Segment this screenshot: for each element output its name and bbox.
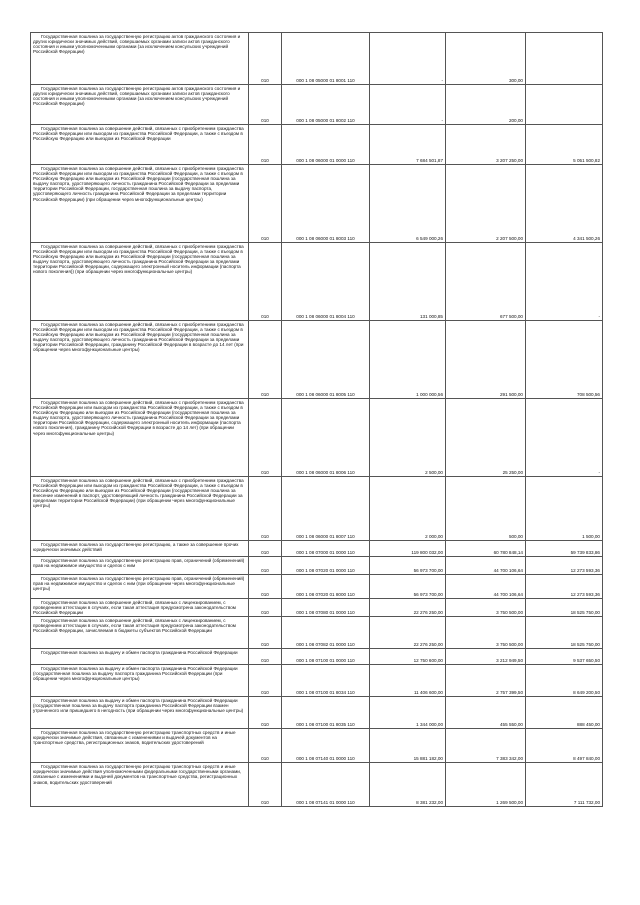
unexecuted-amount-cell: 18 525 750,00 [526,617,603,649]
income-name-text: Государственная пошлина за государственную регистрацию актов гражданского состояния и других юридически значимых действий, совершаемых органами записи актов гражданского состояния и иными уполномоченными органами (за исключением консульских учреждений Российской Федерации) [33,86,241,107]
income-name-cell [31,33,249,85]
income-name-text: Государственная пошлина за совершение действий, связанных с приобретением гражданства Российской Федерации или выходом из гражданства Российской Федерации, а также с въездом в Российскую Федерацию или выездом из Российской Федерации (государственная пошлина за выдачу паспорта, удостоверяющего личность гражданина Российской Федерации за пределами территории Российской Федерации, государственная пошлина за выдачу паспорта, удостоверяющего личность гражданина Российской Федерации за пределами территории Российской Федерации) (при обращении через многофункциональные центры) [33,166,244,202]
executed-amount-cell: 500,00 [446,477,526,541]
income-name-text: Государственная пошлина за совершение действий, связанных с приобретением гражданства Российской Федерации или выходом из гражданства Российской Федерации, а также с въездом в Российскую Федерацию или выездом из Российской Федерации (государственная пошлина за выдачу паспорта, удостоверяющего личность гражданина Российской Федерации за пределами территории Российской Федерации, содержащего электронный носитель информации (паспорта нового поколения)) (при обращении через многофункциональные центры) [33,244,244,275]
budget-classification-code-cell: 000 1 08 07100 01 8034 110 [282,665,370,697]
table-row [31,729,603,763]
executed-amount-cell: 7 383 342,00 [446,729,526,763]
income-name-text: Государственная пошлина за выдачу и обмен паспорта гражданина Российской Федерации (государственная пошлина за выдачу паспорта гражданина Российской Федерации взамен утраченного или пришедшего в негодность (при обращении через многофункциональные центры) [33,698,244,714]
executed-amount-cell: 3 750 500,00 [446,617,526,649]
income-name-cell [31,243,249,321]
executed-amount-cell: 1 269 500,00 [446,763,526,807]
income-name-text: Государственная пошлина за совершение действий, связанных с приобретением гражданства Российской Федерации или выходом из гражданства Российской Федерации, а также с въездом в Российскую Федерацию или выездом из Российской Федерации (государственная пошлина за выдачу паспорта, удостоверяющего личность гражданина Российской Федерации за пределами территории Российской Федерации, содержащего электронный носитель информации (паспорта нового поколения), гражданину Российской Федерации в возрасте до 14 лет) (при обращении через многофункциональные центры) [33,400,244,436]
approved-amount-cell: 15 881 182,00 [370,729,446,763]
executed-amount-cell: 3 750 500,00 [446,599,526,617]
unexecuted-amount-cell: - [526,399,603,477]
line-code-cell: 010 [249,33,282,85]
income-name-cell [31,649,249,665]
unexecuted-amount-cell: - [526,243,603,321]
income-name-text: Государственная пошлина за совершение действий, связанных с лицензированием, с проведением аттестации в случаях, если такая аттестация предусмотрена законодательством Российской Федерации [33,600,236,616]
income-name-cell [31,399,249,477]
line-code-cell: 010 [249,763,282,807]
budget-classification-code-cell: 000 1 08 06000 01 8004 110 [282,243,370,321]
executed-amount-cell: 291 500,00 [446,321,526,399]
budget-classification-code-cell: 000 1 08 05000 01 8002 110 [282,85,370,125]
budget-classification-code-cell: 000 1 08 06000 01 8007 110 [282,477,370,541]
income-name-text: Государственная пошлина за государственную регистрацию транспортных средств и иные юридически значимые действия, связанные с изменениями и выдачей документов на транспортные средства, регистрационных знаков, водительских удостоверений [33,730,236,746]
income-name-cell [31,557,249,575]
unexecuted-amount-cell: 708 500,56 [526,321,603,399]
table-row [31,649,603,665]
income-name-cell [31,541,249,557]
table-row [31,557,603,575]
line-code-cell: 010 [249,399,282,477]
line-code-cell: 010 [249,541,282,557]
table-row [31,599,603,617]
budget-classification-code-cell: 000 1 08 07140 01 0000 110 [282,729,370,763]
executed-amount-cell: 60 780 848,14 [446,541,526,557]
approved-amount-cell: 11 406 600,00 [370,665,446,697]
executed-amount-cell: 44 700 106,64 [446,557,526,575]
budget-classification-code-cell: 000 1 08 06000 01 8003 110 [282,165,370,243]
line-code-cell: 010 [249,665,282,697]
unexecuted-amount-cell: 12 273 593,36 [526,557,603,575]
line-code-cell: 010 [249,729,282,763]
income-name-cell [31,599,249,617]
income-name-text: Государственная пошлина за совершение действий, связанных с приобретением гражданства Российской Федерации или выходом из гражданства Российской Федерации, а также с въездом в Российскую Федерацию или выездом из Российской Федерации (государственная пошлина за выдачу паспорта, удостоверяющего личность гражданина Российской Федерации за пределами территории Российской Федерации, гражданину Российской Федерации в возрасте до 14 лет (при обращении через многофункциональные центры) [33,322,244,353]
budget-classification-code-cell: 000 1 08 05000 01 8001 110 [282,33,370,85]
income-name-cell [31,165,249,243]
line-code-cell: 010 [249,649,282,665]
income-name-text: Государственная пошлина за государственную регистрацию прав, ограничений (обременений) прав на недвижимое имущество и сделок с ним [33,558,245,569]
table-row [31,85,603,125]
table-row [31,665,603,697]
table-row [31,321,603,399]
table-row [31,617,603,649]
line-code-cell: 010 [249,477,282,541]
budget-classification-code-cell: 000 1 08 07100 01 0000 110 [282,649,370,665]
approved-amount-cell: - [370,85,446,125]
executed-amount-cell: 3 207 250,00 [446,125,526,165]
revenue-report-table [30,32,603,807]
executed-amount-cell: 2 207 500,00 [446,165,526,243]
unexecuted-amount-cell: 888 450,00 [526,697,603,729]
line-code-cell: 010 [249,85,282,125]
income-name-cell [31,575,249,599]
executed-amount-cell: 25 250,00 [446,399,526,477]
income-name-text: Государственная пошлина за совершение действий, связанных с лицензированием, с проведением аттестации в случаях, если такая аттестация предусмотрена законодательством Российской Федерации, зачисляемая в бюджеты субъектов Российской Федерации [33,618,236,634]
executed-amount-cell: 3 212 949,50 [446,649,526,665]
executed-amount-cell: 300,00 [446,33,526,85]
income-name-cell [31,697,249,729]
unexecuted-amount-cell: 8 649 200,50 [526,665,603,697]
approved-amount-cell: 1 000 000,56 [370,321,446,399]
table-row [31,125,603,165]
income-name-cell [31,85,249,125]
unexecuted-amount-cell [526,33,603,85]
executed-amount-cell: 2 757 399,50 [446,665,526,697]
unexecuted-amount-cell: 7 111 732,00 [526,763,603,807]
unexecuted-amount-cell: 5 051 500,82 [526,125,603,165]
income-name-text: Государственная пошлина за государственную регистрацию актов гражданского состояния и других юридически значимых действий, совершаемых органами записи актов гражданского состояния и иными уполномоченными органами (за исключением консульских учреждений Российской Федерации) [33,34,241,55]
line-code-cell: 010 [249,575,282,599]
approved-amount-cell: 22 276 250,00 [370,617,446,649]
executed-amount-cell: 200,00 [446,85,526,125]
budget-classification-code-cell: 000 1 08 07080 01 0000 110 [282,599,370,617]
line-code-cell: 010 [249,617,282,649]
budget-classification-code-cell: 000 1 08 07020 01 8000 110 [282,575,370,599]
income-name-text: Государственная пошлина за государственную регистрацию транспортных средств и иные юридически значимые действия уполномоченными федеральными государственными органами, связанные с изменениями и выдачей документов на транспортные средства, регистрационных знаков, водительских удостоверений [33,764,242,785]
executed-amount-cell: 677 500,00 [446,243,526,321]
approved-amount-cell: 7 684 501,87 [370,125,446,165]
unexecuted-amount-cell: 12 273 593,36 [526,575,603,599]
table-row [31,763,603,807]
income-name-text: Государственная пошлина за совершение действий, связанных с приобретением гражданства Российской Федерации или выходом из гражданства Российской Федерации, а также с въездом в Российскую Федерацию или выездом из Российской Федерации [33,126,244,142]
table-row [31,697,603,729]
income-name-cell [31,617,249,649]
income-name-text: Государственная пошлина за государственную регистрацию прав, ограничений (обременений) прав на недвижимое имущество и сделок с ним (при обращении через многофункциональные центры) [33,576,245,592]
approved-amount-cell: - [370,33,446,85]
table-row [31,399,603,477]
table-row [31,33,603,85]
approved-amount-cell: 2 500,00 [370,399,446,477]
table-row [31,541,603,557]
approved-amount-cell: 131 000,85 [370,243,446,321]
executed-amount-cell: 44 700 106,64 [446,575,526,599]
unexecuted-amount-cell: 18 525 750,00 [526,599,603,617]
budget-classification-code-cell: 000 1 08 06000 01 8005 110 [282,321,370,399]
approved-amount-cell: 2 000,00 [370,477,446,541]
budget-classification-code-cell: 000 1 08 06000 01 0000 110 [282,125,370,165]
unexecuted-amount-cell: 9 537 650,50 [526,649,603,665]
income-name-cell [31,125,249,165]
income-name-cell [31,477,249,541]
executed-amount-cell: 455 550,00 [446,697,526,729]
unexecuted-amount-cell: 59 739 833,86 [526,541,603,557]
unexecuted-amount-cell: 1 500,00 [526,477,603,541]
line-code-cell: 010 [249,125,282,165]
table-row [31,477,603,541]
approved-amount-cell: 6 549 000,26 [370,165,446,243]
table-row [31,575,603,599]
unexecuted-amount-cell: 4 341 500,26 [526,165,603,243]
line-code-cell: 010 [249,243,282,321]
approved-amount-cell: 56 973 700,00 [370,557,446,575]
approved-amount-cell: 8 381 232,00 [370,763,446,807]
budget-classification-code-cell: 000 1 08 06000 01 8006 110 [282,399,370,477]
budget-classification-code-cell: 000 1 08 07020 01 0000 110 [282,557,370,575]
table-row [31,165,603,243]
budget-classification-code-cell: 000 1 08 07100 01 8035 110 [282,697,370,729]
unexecuted-amount-cell: 8 497 840,00 [526,729,603,763]
line-code-cell: 010 [249,321,282,399]
income-name-text: Государственная пошлина за выдачу и обмен паспорта гражданина Российской Федерации [41,650,238,656]
income-name-text: Государственная пошлина за совершение действий, связанных с приобретением гражданства Российской Федерации или выходом из гражданства Российской Федерации, а также с въездом в Российскую Федерацию или выездом из Российской Федерации (государственная пошлина за внесение изменений в паспорт, удостоверяющий личность гражданина Российской Федерации за пределами территории Российской Федерации) (при обращении через многофункциональные центры) [33,478,244,509]
unexecuted-amount-cell [526,85,603,125]
budget-classification-code-cell: 000 1 08 07082 01 0000 110 [282,617,370,649]
approved-amount-cell: 12 750 600,00 [370,649,446,665]
line-code-cell: 010 [249,697,282,729]
approved-amount-cell: 1 344 000,00 [370,697,446,729]
report-table-body [31,33,603,807]
income-name-cell [31,729,249,763]
income-name-text: Государственная пошлина за выдачу и обмен паспорта гражданина Российской Федерации (государственная пошлина за выдачу паспорта гражданина Российской Федерации (при обращении через многофункциональные центры) [33,666,238,682]
income-name-text: Государственная пошлина за государственную регистрацию, а также за совершение прочих юридически значимых действий [33,542,239,553]
budget-classification-code-cell: 000 1 08 07141 01 0000 110 [282,763,370,807]
approved-amount-cell: 22 276 250,00 [370,599,446,617]
income-name-cell [31,321,249,399]
table-row [31,243,603,321]
income-name-cell [31,665,249,697]
approved-amount-cell: 56 973 700,00 [370,575,446,599]
budget-classification-code-cell: 000 1 08 07000 01 0000 110 [282,541,370,557]
income-name-cell [31,763,249,807]
line-code-cell: 010 [249,599,282,617]
line-code-cell: 010 [249,165,282,243]
approved-amount-cell: 119 800 032,00 [370,541,446,557]
line-code-cell: 010 [249,557,282,575]
